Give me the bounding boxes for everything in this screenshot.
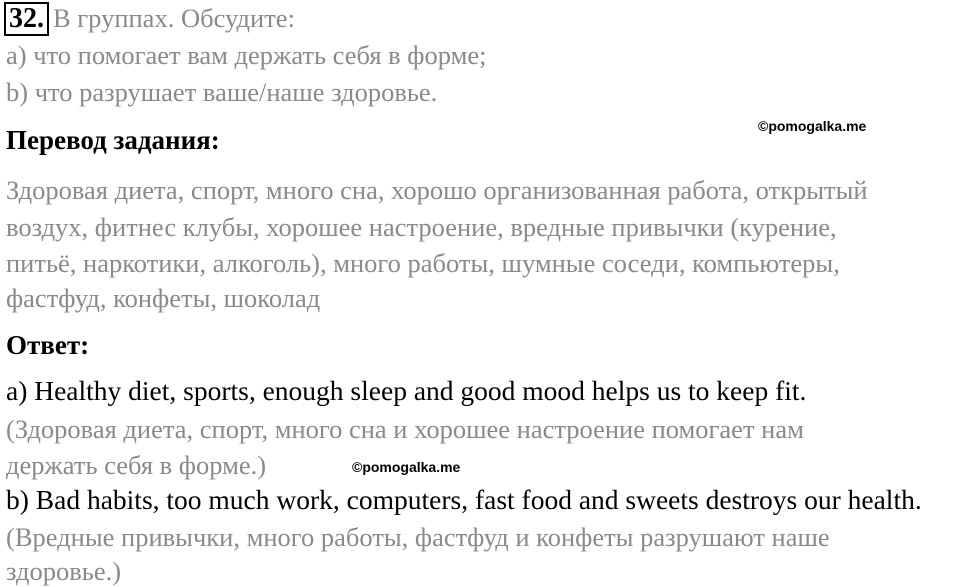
task-item-b: b) что разрушает ваше/наше здоровье.	[6, 77, 438, 107]
watermark-top: ©pomogalka.me	[758, 118, 867, 134]
task-header	[4, 2, 295, 36]
answer-a-russian-2: держать себя в форме.)	[6, 450, 267, 480]
answer-heading: Ответ:	[6, 330, 90, 360]
translation-heading: Перевод задания:	[6, 125, 220, 155]
answer-b-english: b) Bad habits, too much work, computers, fast food and sweets destroys our health.	[6, 484, 922, 515]
answer-a-english: a) Healthy diet, sports, enough sleep and good mood helps us to keep fit.	[6, 375, 807, 406]
task-instruction: В группах. Обсудите:	[53, 3, 295, 33]
translation-line-4: фастфуд, конфеты, шоколад	[6, 283, 321, 313]
answer-b-russian-1: (Вредные привычки, много работы, фастфуд и конфеты разрушают наше	[6, 522, 830, 552]
answer-b-russian-2: здоровье.)	[6, 556, 122, 586]
translation-line-1: Здоровая диета, спорт, много сна, хорошо организованная работа, открытый	[6, 175, 868, 205]
answer-a-russian-1: (Здоровая диета, спорт, много сна и хорошее настроение помогает нам	[6, 414, 804, 444]
translation-line-2: воздух, фитнес клубы, хорошее настроение, вредные привычки (курение,	[6, 212, 837, 242]
watermark-middle: ©pomogalka.me	[352, 459, 461, 475]
translation-line-3: питьё, наркотики, алкоголь), много работы, шумные соседи, компьютеры,	[6, 248, 840, 278]
task-number: 32.	[4, 2, 49, 36]
task-item-a: a) что помогает вам держать себя в форме;	[6, 40, 487, 70]
